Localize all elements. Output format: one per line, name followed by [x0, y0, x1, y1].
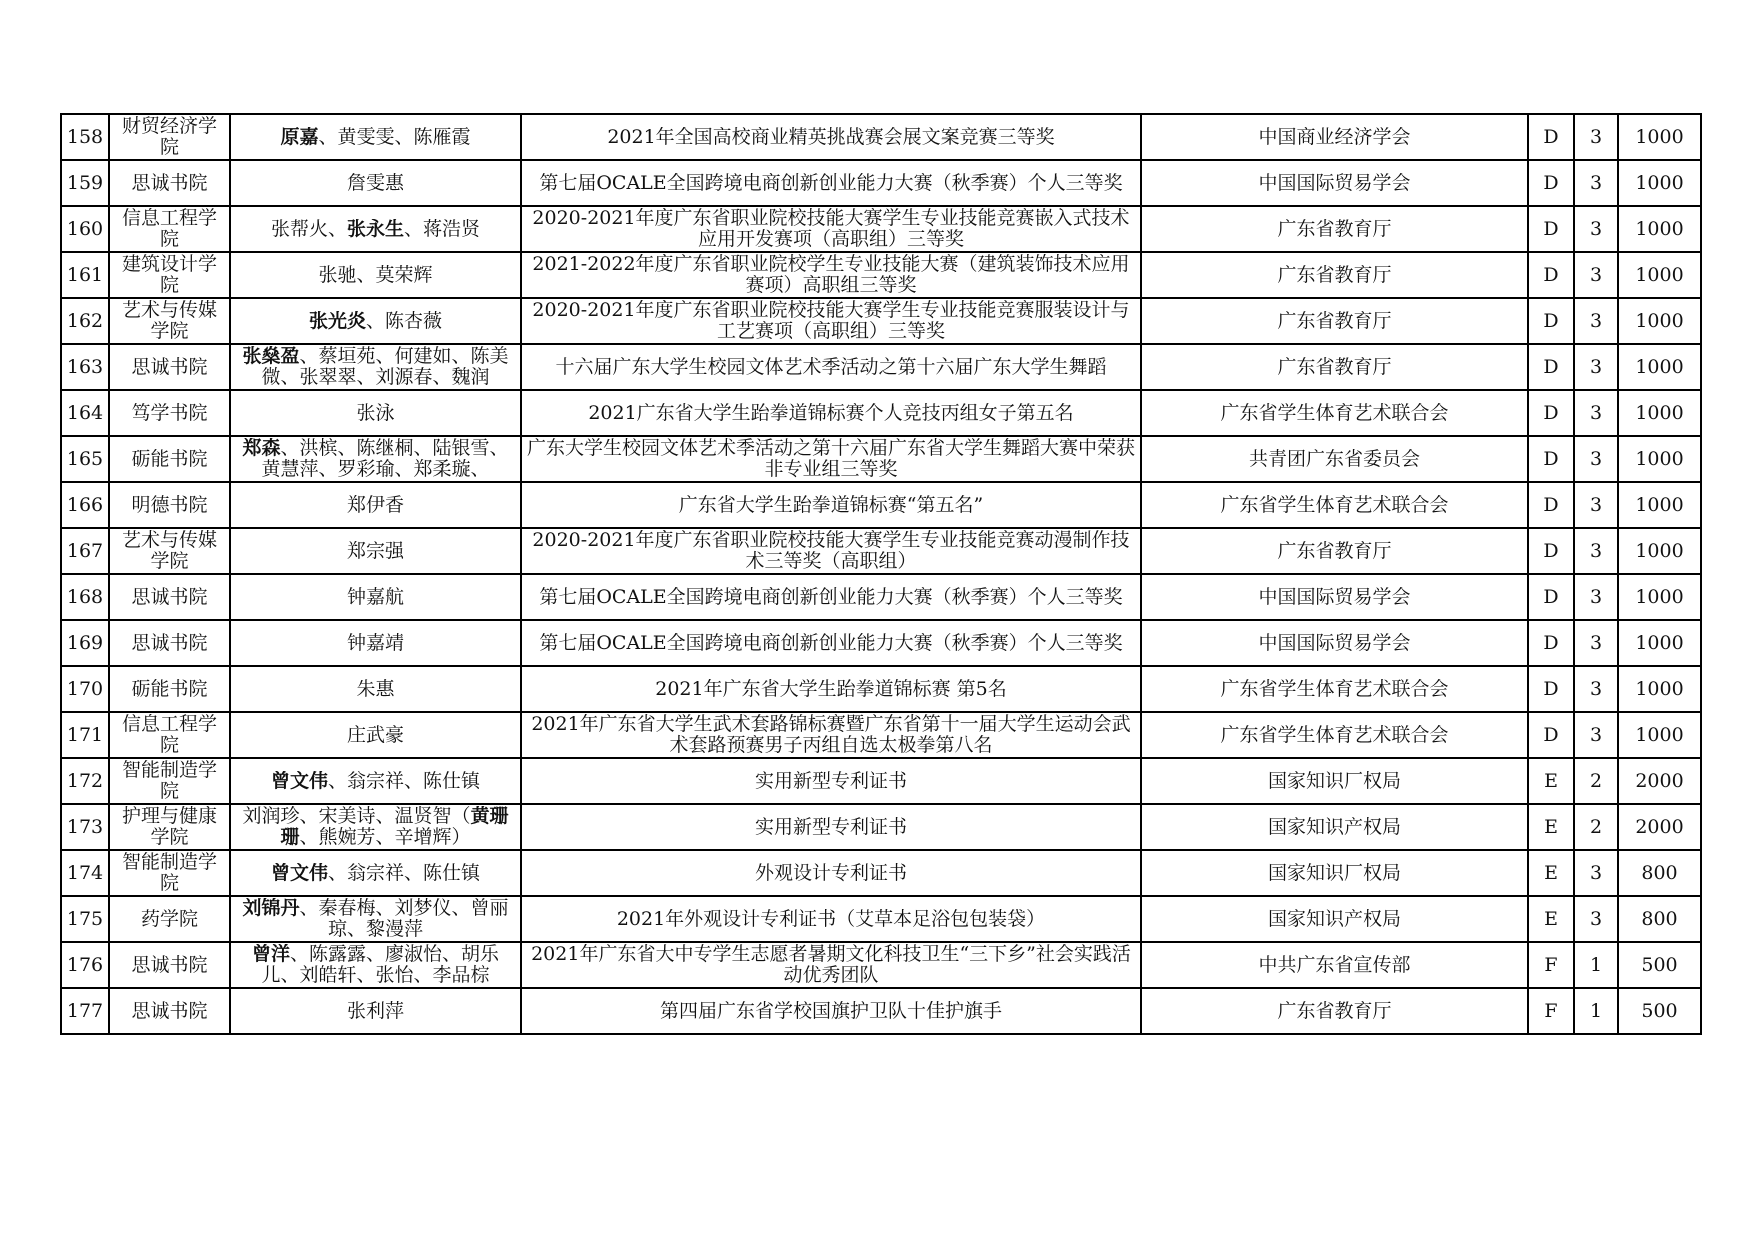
amount-cell: 1000: [1618, 298, 1701, 344]
table-row: [61, 160, 1701, 206]
award-cell: 2021-2022年度广东省职业院校学生专业技能大赛（建筑装饰技术应用赛项）高职组三等奖: [521, 252, 1141, 298]
organizer-cell: 中共广东省宣传部: [1141, 942, 1528, 988]
organizer-cell: 广东省教育厅: [1141, 988, 1528, 1034]
table-row: [61, 298, 1701, 344]
amount-cell: 1000: [1618, 436, 1701, 482]
row-number-cell: 161: [61, 252, 109, 298]
row-number-cell: 167: [61, 528, 109, 574]
table-row: [61, 988, 1701, 1034]
level-cell: 3: [1574, 344, 1618, 390]
participants-cell: [230, 206, 521, 252]
amount-cell: 1000: [1618, 390, 1701, 436]
award-cell: 广东大学生校园文体艺术季活动之第十六届广东省大学生舞蹈大赛中荣获非专业组三等奖: [521, 436, 1141, 482]
lead-participant: 张燊盈: [242, 346, 300, 367]
level-cell: 3: [1574, 850, 1618, 896]
other-participants: 、秦春梅、刘梦仪、曾丽琼、黎漫萍: [299, 898, 509, 940]
grade-cell: D: [1528, 252, 1574, 298]
grade-cell: D: [1528, 344, 1574, 390]
other-participants: 、陈露露、廖淑怡、胡乐儿、刘皓轩、张怡、李品棕: [261, 944, 500, 986]
lead-participant: 郑森: [242, 438, 281, 459]
table-row: [61, 850, 1701, 896]
organizer-cell: 广东省学生体育艺术联合会: [1141, 390, 1528, 436]
organizer-cell: 广东省教育厅: [1141, 252, 1528, 298]
row-number-cell: 158: [61, 114, 109, 160]
other-participants: 詹雯惠: [346, 172, 404, 194]
grade-cell: D: [1528, 436, 1574, 482]
participants-cell: [230, 896, 521, 942]
other-participants: 郑宗强: [346, 540, 404, 562]
award-cell: 第七届OCALE全国跨境电商创新创业能力大赛（秋季赛）个人三等奖: [521, 620, 1141, 666]
table-row: [61, 942, 1701, 988]
table-row: [61, 206, 1701, 252]
participants-cell: [230, 942, 521, 988]
row-number-cell: 172: [61, 758, 109, 804]
award-cell: 2021年广东省大中专学生志愿者暑期文化科技卫生“三下乡”社会实践活动优秀团队: [521, 942, 1141, 988]
lead-participant: 曾文伟: [270, 770, 328, 792]
grade-cell: D: [1528, 574, 1574, 620]
amount-cell: 800: [1618, 896, 1701, 942]
participants-cell: [230, 804, 521, 850]
college-cell: 信息工程学院: [109, 206, 230, 252]
college-cell: 思诚书院: [109, 160, 230, 206]
college-cell: 思诚书院: [109, 620, 230, 666]
college-cell: 思诚书院: [109, 574, 230, 620]
amount-cell: 1000: [1618, 620, 1701, 666]
amount-cell: 1000: [1618, 712, 1701, 758]
grade-cell: D: [1528, 298, 1574, 344]
lead-participant: 曾洋: [251, 944, 290, 965]
level-cell: 3: [1574, 298, 1618, 344]
table-row: [61, 574, 1701, 620]
other-participants: 钟嘉靖: [346, 632, 404, 654]
table-row: [61, 712, 1701, 758]
amount-cell: 2000: [1618, 758, 1701, 804]
participants-cell: [230, 482, 521, 528]
organizer-cell: 广东省学生体育艺术联合会: [1141, 482, 1528, 528]
organizer-cell: 国家知识厂权局: [1141, 850, 1528, 896]
amount-cell: 1000: [1618, 482, 1701, 528]
other-participants: 郑伊香: [346, 494, 404, 516]
college-cell: 艺术与传媒学院: [109, 298, 230, 344]
organizer-cell: 中国国际贸易学会: [1141, 620, 1528, 666]
table-row: [61, 482, 1701, 528]
college-cell: 护理与健康学院: [109, 804, 230, 850]
level-cell: 3: [1574, 666, 1618, 712]
organizer-cell: 中国商业经济学会: [1141, 114, 1528, 160]
other-participants: 张泳: [356, 402, 395, 424]
row-number-cell: 176: [61, 942, 109, 988]
row-number-cell: 174: [61, 850, 109, 896]
college-cell: 思诚书院: [109, 942, 230, 988]
level-cell: 2: [1574, 804, 1618, 850]
college-cell: 建筑设计学院: [109, 252, 230, 298]
amount-cell: 1000: [1618, 114, 1701, 160]
organizer-cell: 国家知识产权局: [1141, 896, 1528, 942]
amount-cell: 1000: [1618, 206, 1701, 252]
row-number-cell: 173: [61, 804, 109, 850]
award-cell: 2021年全国高校商业精英挑战赛会展文案竞赛三等奖: [521, 114, 1141, 160]
level-cell: 3: [1574, 114, 1618, 160]
award-cell: 2020-2021年度广东省职业院校技能大赛学生专业技能竞赛嵌入式技术应用开发赛项（高职组）三等奖: [521, 206, 1141, 252]
grade-cell: D: [1528, 114, 1574, 160]
amount-cell: 1000: [1618, 344, 1701, 390]
level-cell: 3: [1574, 252, 1618, 298]
table-row: [61, 620, 1701, 666]
award-cell: 2021年外观设计专利证书（艾草本足浴包包装袋）: [521, 896, 1141, 942]
organizer-cell: 广东省教育厅: [1141, 298, 1528, 344]
award-cell: 第七届OCALE全国跨境电商创新创业能力大赛（秋季赛）个人三等奖: [521, 160, 1141, 206]
row-number-cell: 164: [61, 390, 109, 436]
grade-cell: E: [1528, 804, 1574, 850]
participants-cell: [230, 620, 521, 666]
organizer-cell: 广东省教育厅: [1141, 528, 1528, 574]
level-cell: 3: [1574, 712, 1618, 758]
grade-cell: F: [1528, 988, 1574, 1034]
college-cell: 智能制造学院: [109, 850, 230, 896]
amount-cell: 1000: [1618, 160, 1701, 206]
amount-cell: 2000: [1618, 804, 1701, 850]
organizer-cell: 广东省学生体育艺术联合会: [1141, 712, 1528, 758]
other-participants: 、翁宗祥、陈仕镇: [328, 770, 481, 792]
award-cell: 第四届广东省学校国旗护卫队十佳护旗手: [521, 988, 1141, 1034]
award-cell: 实用新型专利证书: [521, 758, 1141, 804]
other-participants: 张驰、莫荣辉: [318, 264, 433, 286]
amount-cell: 500: [1618, 942, 1701, 988]
level-cell: 3: [1574, 896, 1618, 942]
table-row: [61, 758, 1701, 804]
table-row: [61, 666, 1701, 712]
participants-cell: [230, 574, 521, 620]
level-cell: 3: [1574, 620, 1618, 666]
award-cell: 外观设计专利证书: [521, 850, 1141, 896]
row-number-cell: 162: [61, 298, 109, 344]
grade-cell: D: [1528, 666, 1574, 712]
participants-cell: [230, 344, 521, 390]
lead-participant: 原嘉: [280, 126, 319, 148]
level-cell: 1: [1574, 942, 1618, 988]
row-number-cell: 163: [61, 344, 109, 390]
other-participants: 、蔡垣苑、何建如、陈美微、张翠翠、刘源春、魏润: [261, 346, 509, 388]
grade-cell: D: [1528, 712, 1574, 758]
participants-cell: [230, 390, 521, 436]
table-row: [61, 114, 1701, 160]
college-cell: 药学院: [109, 896, 230, 942]
other-participants: 刘润珍、宋美诗、温贤智（黄珊珊、熊婉芳、辛增辉）: [242, 806, 509, 848]
participants-cell: [230, 988, 521, 1034]
table-body: [61, 114, 1701, 1034]
level-cell: 3: [1574, 574, 1618, 620]
grade-cell: D: [1528, 482, 1574, 528]
level-cell: 3: [1574, 436, 1618, 482]
organizer-cell: 广东省学生体育艺术联合会: [1141, 666, 1528, 712]
amount-cell: 1000: [1618, 574, 1701, 620]
organizer-cell: 广东省教育厅: [1141, 206, 1528, 252]
amount-cell: 1000: [1618, 528, 1701, 574]
amount-cell: 1000: [1618, 666, 1701, 712]
amount-cell: 1000: [1618, 252, 1701, 298]
grade-cell: F: [1528, 942, 1574, 988]
row-number-cell: 171: [61, 712, 109, 758]
row-number-cell: 177: [61, 988, 109, 1034]
grade-cell: E: [1528, 758, 1574, 804]
other-participants: 、翁宗祥、陈仕镇: [328, 862, 481, 884]
level-cell: 1: [1574, 988, 1618, 1034]
lead-participant: 曾文伟: [270, 862, 328, 884]
row-number-cell: 169: [61, 620, 109, 666]
participants-cell: [230, 758, 521, 804]
college-cell: 思诚书院: [109, 988, 230, 1034]
row-number-cell: 175: [61, 896, 109, 942]
table-row: [61, 436, 1701, 482]
participants-cell: [230, 114, 521, 160]
college-cell: 信息工程学院: [109, 712, 230, 758]
grade-cell: D: [1528, 160, 1574, 206]
award-cell: 实用新型专利证书: [521, 804, 1141, 850]
row-number-cell: 159: [61, 160, 109, 206]
level-cell: 3: [1574, 528, 1618, 574]
college-cell: 思诚书院: [109, 344, 230, 390]
level-cell: 2: [1574, 758, 1618, 804]
award-cell: 第七届OCALE全国跨境电商创新创业能力大赛（秋季赛）个人三等奖: [521, 574, 1141, 620]
award-cell: 十六届广东大学生校园文体艺术季活动之第十六届广东大学生舞蹈: [521, 344, 1141, 390]
college-cell: 笃学书院: [109, 390, 230, 436]
other-participants: 、黄雯雯、陈雁霞: [318, 126, 471, 148]
award-cell: 2020-2021年度广东省职业院校技能大赛学生专业技能竞赛服装设计与工艺赛项（高职组）三等奖: [521, 298, 1141, 344]
other-participants: 钟嘉航: [346, 586, 404, 608]
organizer-cell: 中国国际贸易学会: [1141, 574, 1528, 620]
row-number-cell: 168: [61, 574, 109, 620]
amount-cell: 800: [1618, 850, 1701, 896]
college-cell: 智能制造学院: [109, 758, 230, 804]
organizer-cell: 国家知识产权局: [1141, 804, 1528, 850]
other-participants: 、陈杏薇: [366, 310, 443, 332]
table-row: [61, 344, 1701, 390]
other-participants: 朱惠: [356, 678, 395, 700]
participants-cell: [230, 298, 521, 344]
college-cell: 艺术与传媒学院: [109, 528, 230, 574]
participants-cell: [230, 712, 521, 758]
grade-cell: D: [1528, 620, 1574, 666]
lead-participant: 张光炎: [308, 310, 366, 332]
college-cell: 财贸经济学院: [109, 114, 230, 160]
award-cell: 2021年广东省大学生跆拳道锦标赛 第5名: [521, 666, 1141, 712]
awards-table: [60, 113, 1702, 1035]
level-cell: 3: [1574, 482, 1618, 528]
grade-cell: E: [1528, 896, 1574, 942]
organizer-cell: 中国国际贸易学会: [1141, 160, 1528, 206]
grade-cell: D: [1528, 390, 1574, 436]
college-cell: 砺能书院: [109, 666, 230, 712]
level-cell: 3: [1574, 206, 1618, 252]
other-participants: 庄武豪: [346, 724, 404, 746]
grade-cell: D: [1528, 528, 1574, 574]
amount-cell: 500: [1618, 988, 1701, 1034]
grade-cell: D: [1528, 206, 1574, 252]
table-row: [61, 896, 1701, 942]
participants-cell: [230, 252, 521, 298]
row-number-cell: 160: [61, 206, 109, 252]
level-cell: 3: [1574, 390, 1618, 436]
table-row: [61, 390, 1701, 436]
participants-cell: [230, 666, 521, 712]
organizer-cell: 共青团广东省委员会: [1141, 436, 1528, 482]
other-participants: 张帮火、张永生、蒋浩贤: [270, 218, 481, 240]
award-cell: 2021广东省大学生跆拳道锦标赛个人竞技丙组女子第五名: [521, 390, 1141, 436]
row-number-cell: 170: [61, 666, 109, 712]
award-cell: 广东省大学生跆拳道锦标赛“第五名”: [521, 482, 1141, 528]
participants-cell: [230, 160, 521, 206]
participants-cell: [230, 850, 521, 896]
table-row: [61, 804, 1701, 850]
organizer-cell: 广东省教育厅: [1141, 344, 1528, 390]
row-number-cell: 165: [61, 436, 109, 482]
lead-participant: 刘锦丹: [242, 898, 300, 919]
table-row: [61, 528, 1701, 574]
row-number-cell: 166: [61, 482, 109, 528]
other-participants: 、洪槟、陈继桐、陆银雪、黄慧萍、罗彩瑜、郑柔璇、: [261, 438, 509, 480]
other-participants: 张利萍: [346, 1000, 404, 1022]
award-cell: 2021年广东省大学生武术套路锦标赛暨广东省第十一届大学生运动会武术套路预赛男子丙组自选太极拳第八名: [521, 712, 1141, 758]
grade-cell: E: [1528, 850, 1574, 896]
award-cell: 2020-2021年度广东省职业院校技能大赛学生专业技能竞赛动漫制作技术三等奖（高职组）: [521, 528, 1141, 574]
participants-cell: [230, 528, 521, 574]
table-row: [61, 252, 1701, 298]
participants-cell: [230, 436, 521, 482]
college-cell: 明德书院: [109, 482, 230, 528]
organizer-cell: 国家知识厂权局: [1141, 758, 1528, 804]
level-cell: 3: [1574, 160, 1618, 206]
college-cell: 砺能书院: [109, 436, 230, 482]
